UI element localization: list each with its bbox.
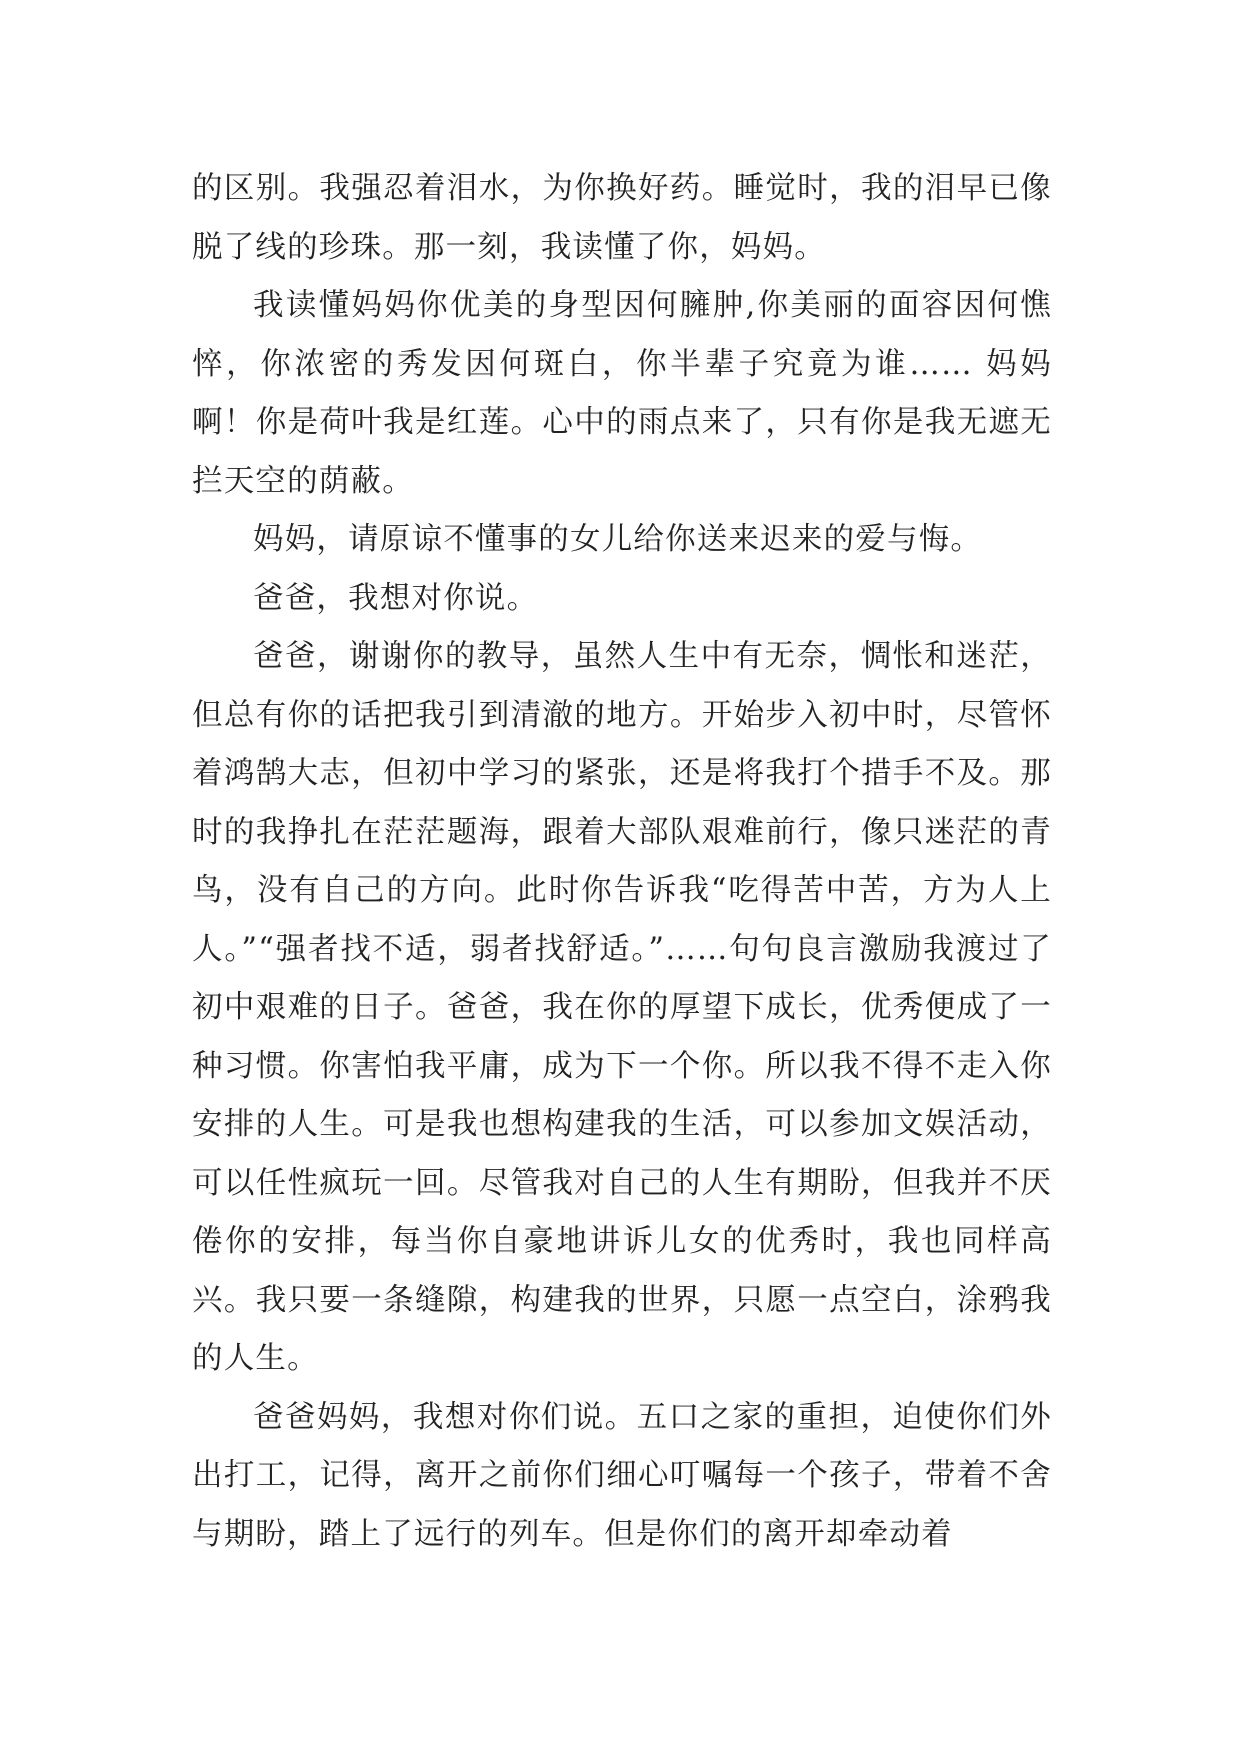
document-body [192, 160, 1052, 1564]
paragraph: 我读懂妈妈你优美的身型因何臃肿,你美丽的面容因何憔悴，你浓密的秀发因何斑白，你半辈子究竟为谁…… 妈妈啊！你是荷叶我是红莲。心中的雨点来了，只有你是我无遮无拦天空的荫蔽。 [192, 288, 1052, 499]
paragraph: 的区别。我强忍着泪水，为你换好药。睡觉时，我的泪早已像脱了线的珍珠。那一刻，我读懂了你，妈妈。 [192, 171, 1052, 265]
paragraph: 爸爸，我想对你说。 [253, 580, 539, 616]
paragraph: 妈妈，请原谅不懂事的女儿给你送来迟来的爱与悔。 [253, 522, 983, 557]
paragraph: 爸爸，谢谢你的教导，虽然人生中有无奈，惆怅和迷茫，但总有你的话把我引到清澈的地方。开始步入初中时，尽管怀着鸿鹄大志，但初中学习的紧张，还是将我打个措手不及。那时的我挣扎在茫茫题海，跟着大部队艰难前行，像只迷茫的青鸟，没有自己的方向。此时你告诉我“吃得苦中苦，方为人上人。”“强者找不适，弱者找舒适。”……句句良言激励我渡过了初中艰难的日子。爸爸，我在你的厚望下成长，优秀便成了一种习惯。你害怕我平庸，成为下一个你。所以我不得不走入你安排的人生。可是我也想构建我的生活，可以参加文娱活动，可以任性疯玩一回。尽管我对自己的人生有期盼，但我并不厌倦你的安排，每当你自豪地讲诉儿女的优秀时，我也同样高兴。我只要一条缝隙，构建我的世界，只愿一点空白，涂鸦我的人生。 [192, 639, 1052, 1376]
paragraph: 爸爸妈妈，我想对你们说。五口之家的重担，迫使你们外出打工，记得，离开之前你们细心叮嘱每一个孩子，带着不舍与期盼，踏上了远行的列车。但是你们的离开却牵动着 [192, 1399, 1052, 1552]
